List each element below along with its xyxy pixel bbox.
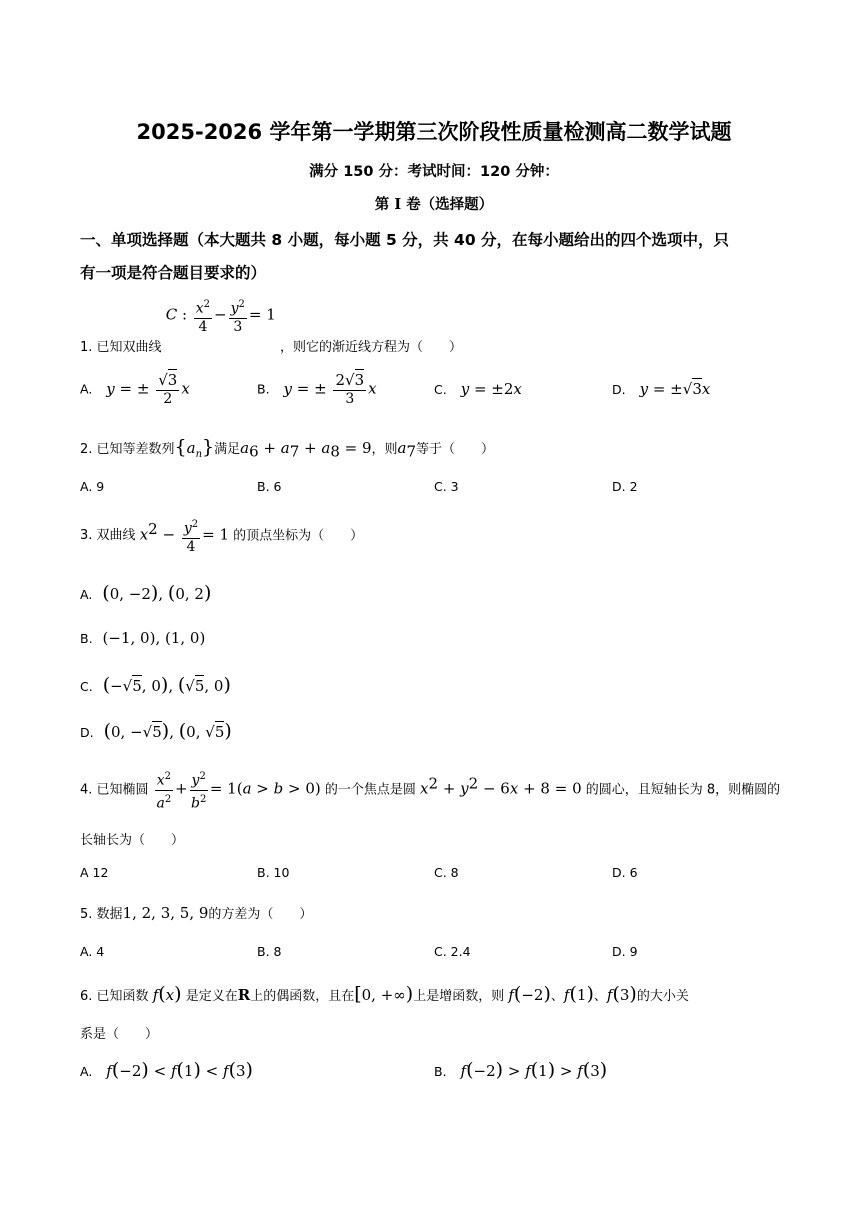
q3-option-d[interactable]: D. (0, −√5), (0, √5) — [80, 720, 232, 742]
q5-option-c[interactable]: C. 2.4 — [434, 944, 471, 959]
q3-option-b[interactable]: B. (−1, 0), (1, 0) — [80, 629, 206, 647]
q5-option-a[interactable]: A. 4 — [80, 944, 105, 959]
q3-option-a[interactable]: A. (0, −2), (0, 2) — [80, 582, 212, 604]
q6-mid3: 上是增函数，则 — [413, 989, 505, 1004]
q4-option-c[interactable]: C. 8 — [434, 865, 459, 880]
q4-prefix: 4. 已知椭圆 — [80, 782, 149, 798]
q2-mid2: ，则 — [371, 442, 398, 457]
q3-prefix: 3. 双曲线 — [80, 528, 136, 544]
q5-prefix: 5. 数据 — [80, 907, 123, 922]
q4-line2: 长轴长为（ ） — [80, 833, 185, 848]
q4-option-b[interactable]: B. 10 — [257, 865, 290, 880]
q6-option-a-label: A. — [80, 1064, 93, 1079]
q4-option-d[interactable]: D. 6 — [612, 865, 638, 880]
q4-mid: 的一个焦点是圆 — [324, 782, 416, 798]
q2-option-a[interactable]: A. 9 — [80, 479, 105, 494]
q1-option-d[interactable]: D. y = ±√3x — [612, 380, 711, 398]
q6-option-b-label: B. — [434, 1064, 447, 1079]
q4-mid2: 的圆心，且短轴长为 8，则椭圆的 — [585, 782, 781, 798]
q3-option-d-label: D. — [80, 725, 94, 740]
q2-suffix: 等于（ ） — [416, 442, 495, 457]
q6-prefix: 6. 已知函数 — [80, 989, 149, 1004]
q5-option-d[interactable]: D. 9 — [612, 944, 638, 959]
q6-option-a[interactable]: A. f(−2) < f(1) < f(3) — [80, 1059, 253, 1081]
exam-meta: 满分 150 分：考试时间：120 分钟： — [309, 164, 559, 180]
q6-sep-1: 、 — [550, 989, 564, 1004]
q6-option-b[interactable]: B. f(−2) > f(1) > f(3) — [434, 1059, 608, 1081]
q6-line2: 系是（ ） — [80, 1027, 159, 1042]
q3-option-b-label: B. — [80, 631, 93, 646]
question-3: 3. 双曲线 $x^2$ − $\frac{y^2}{4}$ = 1 的顶点坐标为（ ） — [80, 516, 363, 556]
q1-option-a[interactable]: A. y = ± $\frac{√3}{2}$ x — [80, 371, 190, 407]
q1-option-b[interactable]: B. y = ± $\frac{2√3}{3}$ x — [257, 371, 377, 407]
q1-option-d-label: D. — [612, 382, 626, 397]
question-4: 4. 已知椭圆 $\frac{x^2}{a^2}$ + $\frac{y^2}{b^2}$ = 1(a > b > 0) 的一个焦点是圆 $x^2 + y^2 - 6x + 8 = 0$ 的圆心，且短轴长为 8，则椭圆的 — [80, 768, 780, 812]
q6-sep-2: 、 — [593, 989, 607, 1004]
q3-option-c[interactable]: C. (−√5, 0), (√5, 0) — [80, 674, 231, 696]
q3-option-c-label: C. — [80, 679, 93, 694]
q1-formula: C : $\frac{x^2}{4}$ − $\frac{y^2}{3}$ = 1 — [166, 296, 276, 336]
q3-suffix: 的顶点坐标为（ ） — [233, 528, 364, 544]
page-title: 2025-2026 学年第一学期第三次阶段性质量检测高二数学试题 — [136, 120, 732, 144]
q2-option-b[interactable]: B. 6 — [257, 479, 282, 494]
question-2: 2. 已知等差数列$\{a_n\}$满足$a_6 + a_7 + a_8 = 9$，则$a_7$等于（ ） — [80, 436, 495, 461]
section-heading-line1: 一、单项选择题（本大题共 8 小题，每小题 5 分，共 40 分，在每小题给出的四个选项中，只 — [80, 231, 730, 249]
q4-option-a[interactable]: A 12 — [80, 865, 109, 880]
section-heading-line2: 有一项是符合题目要求的） — [80, 264, 267, 282]
q6-mid2: 上的偶函数，且在 — [250, 989, 355, 1004]
q6-mid: 是定义在 — [185, 989, 238, 1004]
question-5: 5. 数据1, 2, 3, 5, 9的方差为（ ） — [80, 904, 313, 922]
volume-heading: 第 I 卷（选择题） — [374, 196, 494, 213]
q1-option-a-label: A. — [80, 381, 93, 397]
q1-prefix: 1. 已知双曲线 — [80, 340, 162, 356]
q1-option-c-label: C. — [434, 382, 447, 397]
q2-option-c[interactable]: C. 3 — [434, 479, 459, 494]
question-1 — [80, 298, 462, 356]
question-6: 6. 已知函数 f(x) 是定义在R上的偶函数，且在[0, +∞)上是增函数，则 f(−2)、f(1)、f(3)的大小关 — [80, 983, 689, 1005]
q5-option-b[interactable]: B. 8 — [257, 944, 282, 959]
q2-option-d[interactable]: D. 2 — [612, 479, 638, 494]
q1-option-b-label: B. — [257, 381, 270, 397]
q1-option-c[interactable]: C. y = ±2x — [434, 380, 522, 398]
q3-option-a-label: A. — [80, 587, 93, 602]
q2-mid: 满足 — [214, 442, 241, 457]
q2-prefix: 2. 已知等差数列 — [80, 442, 175, 457]
q1-suffix: ，则它的渐近线方程为（ ） — [279, 340, 462, 356]
q5-suffix: 的方差为（ ） — [208, 907, 313, 922]
q6-suffix: 的大小关 — [636, 989, 689, 1004]
